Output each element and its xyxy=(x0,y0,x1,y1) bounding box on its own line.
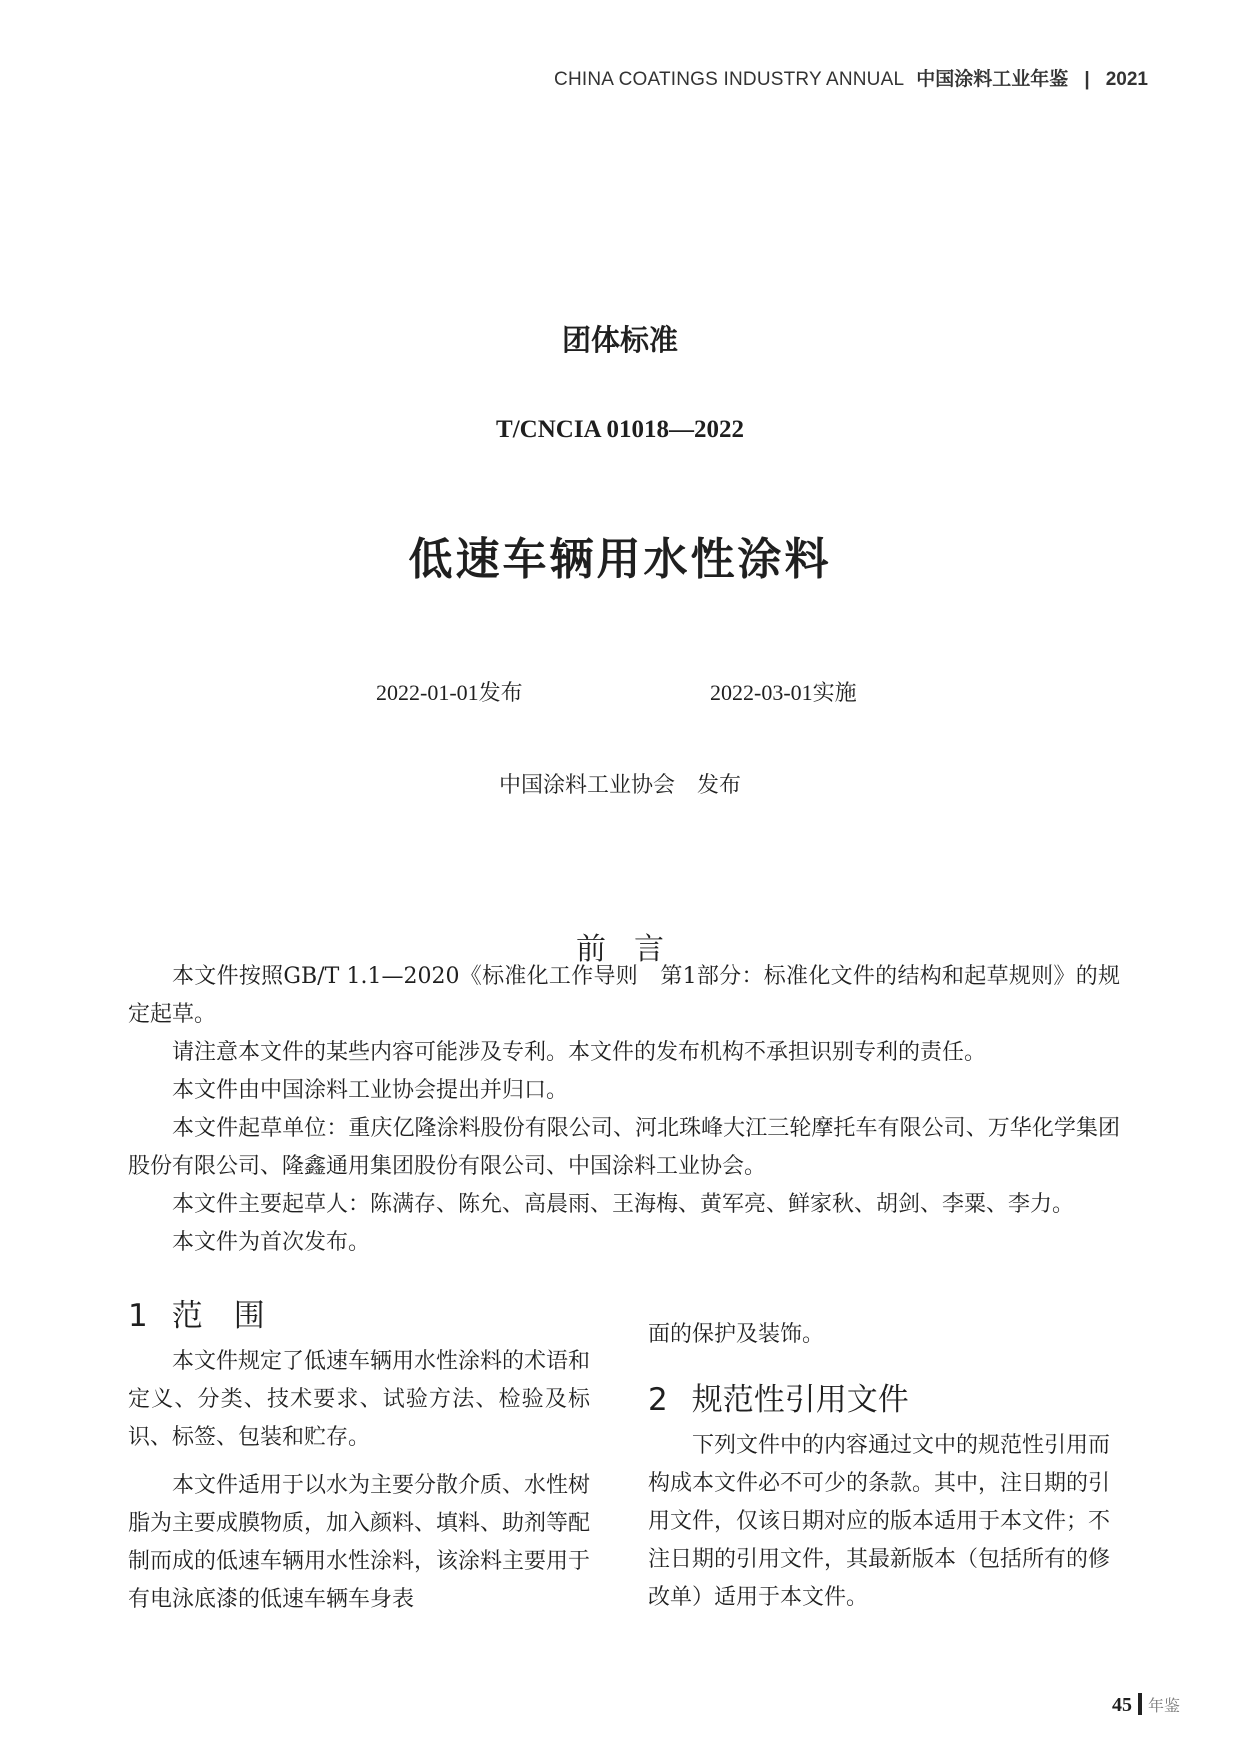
header-english-title: CHINA COATINGS INDUSTRY ANNUAL xyxy=(554,69,905,90)
running-header xyxy=(0,64,1148,91)
section-2-heading xyxy=(648,1374,909,1419)
foreword-title: 前言 xyxy=(576,932,692,967)
section-2-title: 规范性引用文件 xyxy=(691,1382,909,1418)
section-2-number: 2 xyxy=(648,1382,668,1418)
implement-date xyxy=(710,676,857,707)
publisher-label: 发布 xyxy=(697,773,742,798)
foreword-paragraph: 本文件主要起草人：陈满存、陈允、高晨雨、王海梅、黄军亮、鲜家秋、胡剑、李粟、李力。 xyxy=(172,1192,1075,1217)
section-1-title: 范 围 xyxy=(171,1298,265,1334)
implement-date-label: 实施 xyxy=(812,681,857,706)
header-separator: | xyxy=(1084,69,1090,90)
footer-bar xyxy=(1138,1693,1142,1715)
foreword-paragraph: 本文件按照GB/T 1.1—2020《标准化工作导则 第1部分：标准化文件的结构和起草规则》的规定起草。 xyxy=(128,964,1120,1027)
footer-label: 年鉴 xyxy=(1147,1696,1180,1715)
page-number: 45 xyxy=(1111,1694,1132,1716)
section-1-paragraph: 本文件适用于以水为主要分散介质、水性树脂为主要成膜物质，加入颜料、填料、助剂等配制而成的低速车辆用水性涂料，该涂料主要用于有电泳底漆的低速车辆车身表 xyxy=(128,1473,591,1612)
implement-date-value: 2022-03-01 xyxy=(710,680,813,705)
publish-date xyxy=(376,676,523,707)
foreword-paragraph: 请注意本文件的某些内容可能涉及专利。本文件的发布机构不承担识别专利的责任。 xyxy=(172,1040,987,1065)
publish-date-value: 2022-01-01 xyxy=(376,680,479,705)
section-1-heading xyxy=(128,1290,265,1335)
section-1-continuation: 面的保护及装饰。 xyxy=(648,1322,825,1347)
section-1-paragraph: 本文件规定了低速车辆用水性涂料的术语和定义、分类、技术要求、试验方法、检验及标识、标签、包装和贮存。 xyxy=(128,1349,591,1450)
standard-title: 低速车辆用水性涂料 xyxy=(408,534,832,585)
foreword-paragraph: 本文件为首次发布。 xyxy=(172,1230,371,1255)
foreword-paragraph: 本文件由中国涂料工业协会提出并归口。 xyxy=(172,1078,569,1103)
header-chinese-title: 中国涂料工业年鉴 xyxy=(916,68,1069,90)
header-year: 2021 xyxy=(1105,69,1148,90)
section-1-number: 1 xyxy=(128,1298,148,1334)
publisher-org: 中国涂料工业协会 xyxy=(498,773,675,798)
section-2-paragraph: 下列文件中的内容通过文中的规范性引用而构成本文件必不可少的条款。其中，注日期的引用文件，仅该日期对应的版本适用于本文件；不注日期的引用文件，其最新版本（包括所有的修改单）适用于本文件。 xyxy=(648,1433,1111,1610)
foreword-paragraph: 本文件起草单位：重庆亿隆涂料股份有限公司、河北珠峰大江三轮摩托车有限公司、万华化学集团股份有限公司、隆鑫通用集团股份有限公司、中国涂料工业协会。 xyxy=(128,1116,1120,1179)
publish-date-label: 发布 xyxy=(478,681,523,706)
page-footer xyxy=(1112,1692,1180,1717)
standard-number: T/CNCIA 01018—2022 xyxy=(496,416,744,443)
document-type: 团体标准 xyxy=(561,323,678,357)
publisher xyxy=(0,768,1240,799)
